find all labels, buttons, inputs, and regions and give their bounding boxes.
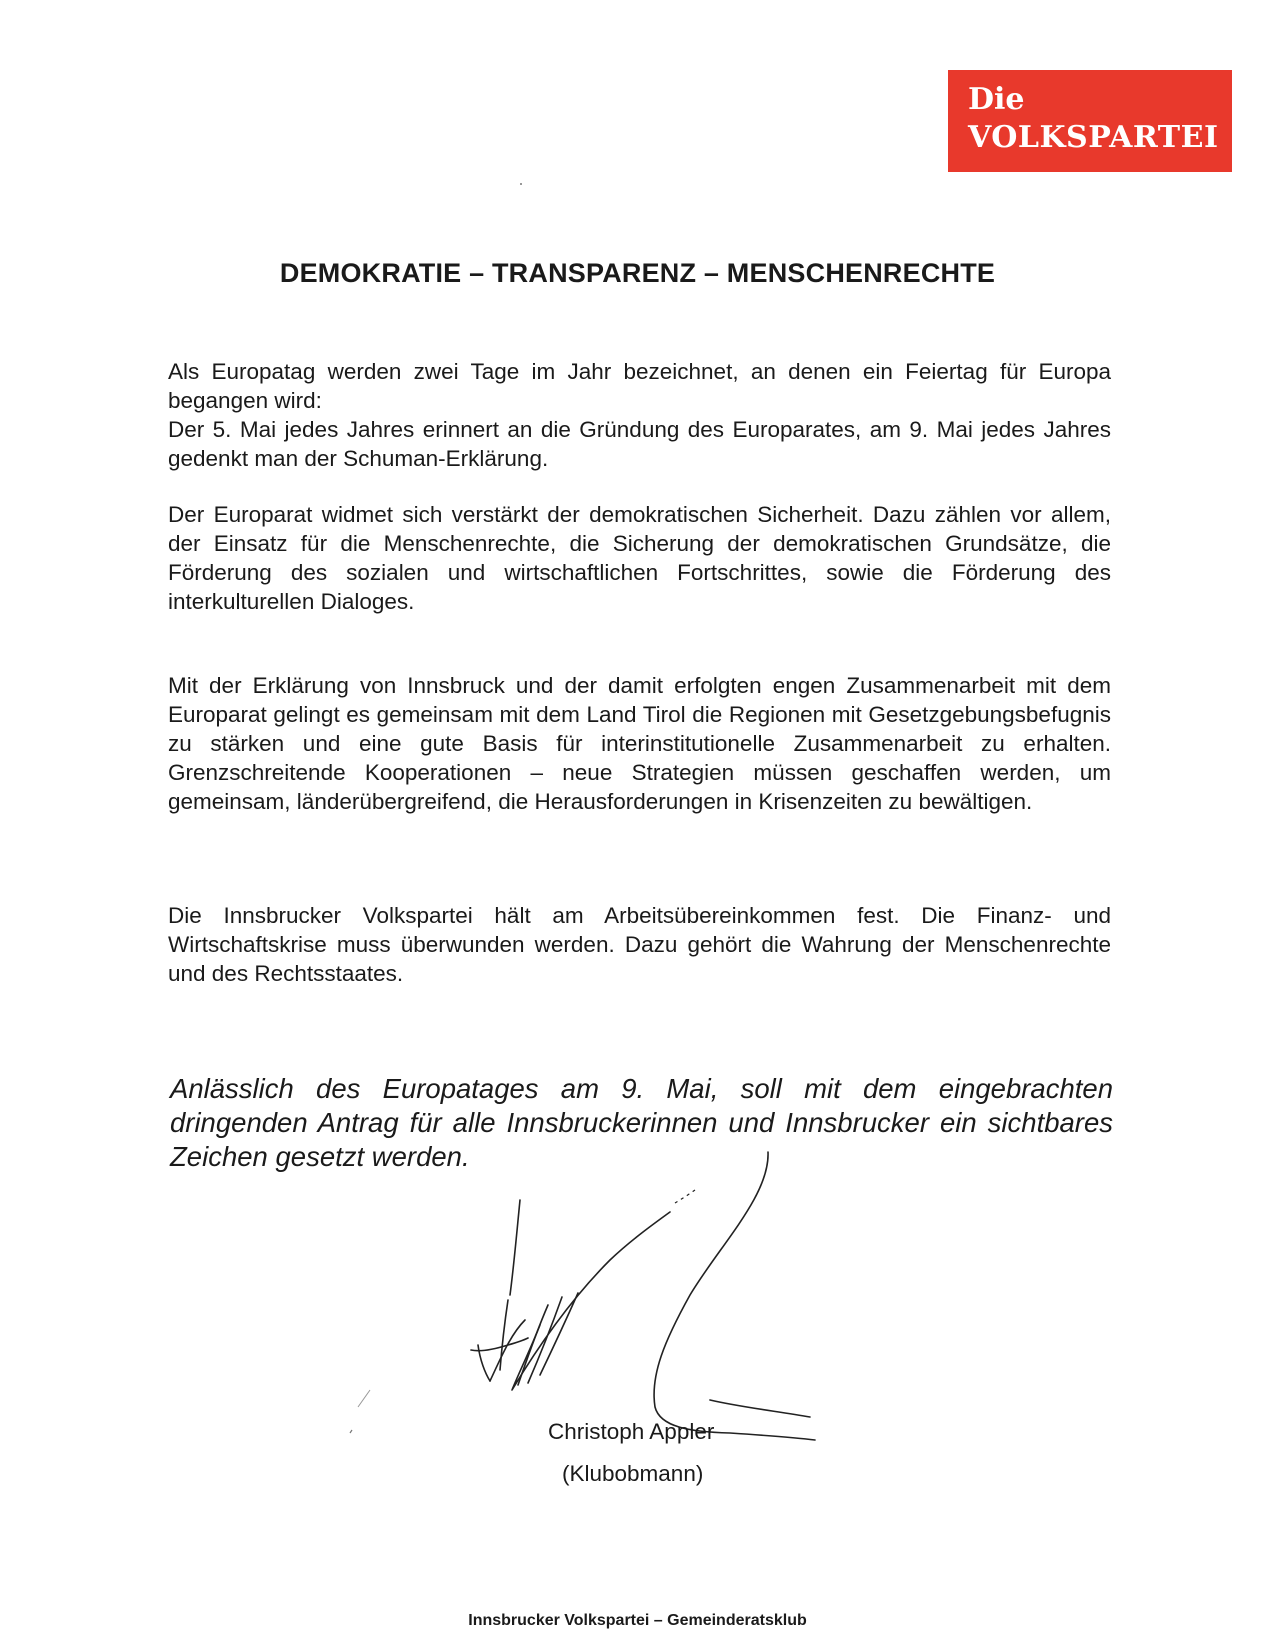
signer-role: (Klubobmann)	[562, 1461, 704, 1486]
signer-name: Christoph Appler	[548, 1419, 715, 1444]
logo-line-volkspartei: VOLKSPARTEI	[968, 120, 1219, 155]
footer-address-fragment	[0, 1640, 1275, 1650]
paragraph-volkspartei	[168, 901, 1111, 988]
footer-address-cutoff	[0, 1640, 1275, 1650]
document-title: DEMOKRATIE – TRANSPARENZ – MENSCHENRECHTE	[279, 258, 996, 288]
scan-speck	[520, 183, 522, 185]
party-logo	[948, 70, 1232, 172]
handwritten-signature	[330, 1145, 850, 1465]
paragraph-europatag	[168, 357, 1111, 473]
footer-organization: Innsbrucker Volkspartei – Gemeinderatsklub	[468, 1612, 807, 1629]
paragraph-europarat-text: Der Europarat widmet sich verstärkt der demokratischen Sicherheit. Dazu zählen vor allem, der Einsatz für die Menschenrechte, die Sicherung der demokratischen Grundsätze, die Förderung des sozialen und wirtschaftlichen Fortschrittes, sowie die Förderung des interkulturellen Dialoges.	[168, 502, 1111, 614]
closing-statement: Anlässlich des Europatages am 9. Mai, soll mit dem eingebrachten dringenden Antrag für alle Innsbruckerinnen und Innsbrucker ein sichtbares Zeichen gesetzt werden.	[170, 1073, 1113, 1172]
paragraph-volkspartei-text: Die Innsbrucker Volkspartei hält am Arbeitsübereinkommen fest. Die Finanz- und Wirtschaftskrise muss überwunden werden. Dazu gehört die Wahrung der Menschenrechte und des Rechtsstaates.	[168, 903, 1111, 986]
paragraph-europarat	[168, 500, 1111, 616]
paragraph-innsbruck-declaration-text: Mit der Erklärung von Innsbruck und der damit erfolgten engen Zusammenarbeit mit dem Europarat gelingt es gemeinsam mit dem Land Tirol die Regionen mit Gesetzgebungsbefugnis zu stärken und eine gute Basis für interinstitutionelle Zusammenarbeit zu erhalten. Grenzschreitende Kooperationen – neue Strategien müssen geschaffen werden, um gemeinsam, länderübergreifend, die Herausforderungen in Krisenzeiten zu bewältigen.	[168, 673, 1111, 814]
paragraph-europatag-intro: Als Europatag werden zwei Tage im Jahr bezeichnet, an denen ein Feiertag für Europa begangen wird:	[168, 359, 1111, 413]
paragraph-europatag-dates: Der 5. Mai jedes Jahres erinnert an die Gründung des Europarates, am 9. Mai jedes Jahres gedenkt man der Schuman-Erklärung.	[168, 417, 1111, 471]
paragraph-innsbruck-declaration	[168, 671, 1111, 816]
logo-line-die: Die	[968, 82, 1025, 117]
